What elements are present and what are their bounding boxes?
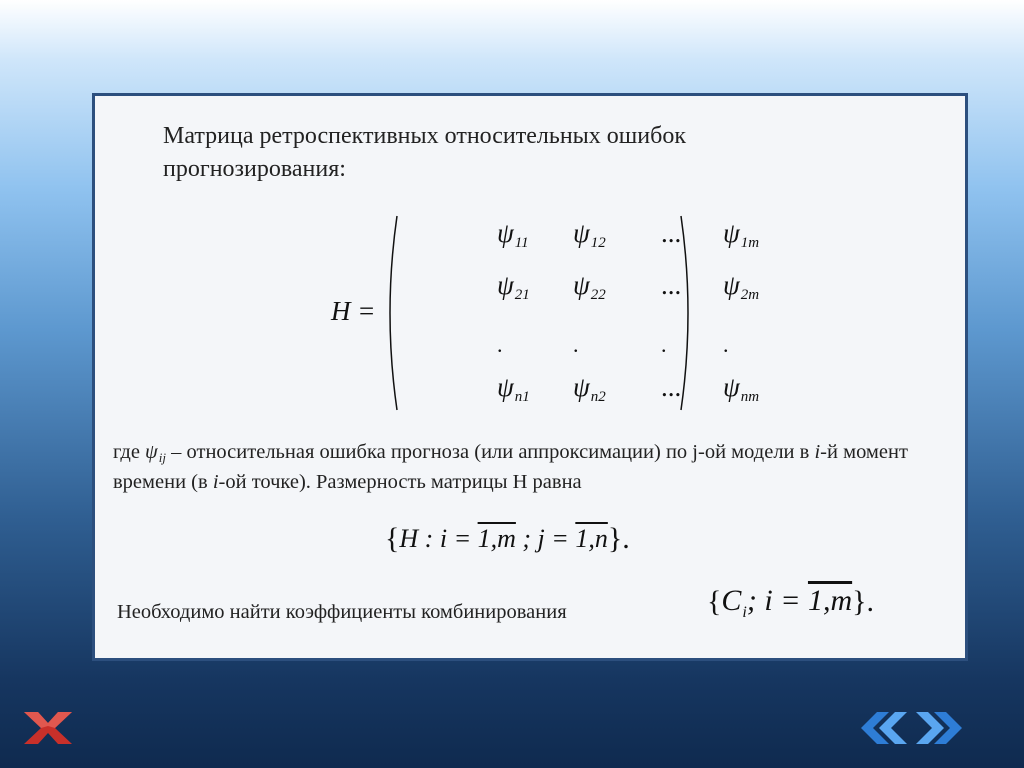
matrix-cell-3-2: . <box>573 332 579 357</box>
matrix-description: где ψij – относительная ошибка прогноза (или аппроксимации) по j-ой модели в i-й момент времени (в i-ой точке). Размерность матрицы H равна <box>113 441 908 493</box>
matrix-cell-1-4: ψ1m <box>723 218 760 251</box>
slide-title: Матрица ретроспективных относительных ошибок прогнозирования: <box>163 123 686 182</box>
close-x-icon[interactable] <box>22 710 74 746</box>
double-chevron-right-icon[interactable] <box>912 710 968 746</box>
matrix-equation <box>331 214 760 414</box>
find-coefficients-text: Необходимо найти коэффициенты комбинирования <box>117 601 567 623</box>
right-paren-icon <box>677 214 697 412</box>
left-paren-icon <box>381 214 401 412</box>
dimension-formula: {H : i = 1,m ; j = 1,n}. <box>385 522 630 555</box>
matrix-cell-4-4: ψnm <box>723 372 760 405</box>
matrix-cell-1-1: ψ11 <box>497 218 529 251</box>
matrix-cell-3-1: . <box>497 332 503 357</box>
coefficients-formula: {$C_i$; i = 1,m}. <box>707 584 875 621</box>
matrix-cell-2-4: ψ2m <box>723 270 760 303</box>
matrix-cell-4-2: ψn2 <box>573 372 606 405</box>
matrix-cell-4-3: ... <box>661 372 682 402</box>
matrix-cell-3-4: . <box>723 332 729 357</box>
matrix-cell-2-1: ψ21 <box>497 270 530 303</box>
matrix-cell-3-3: . <box>661 332 667 357</box>
matrix-cell-2-2: ψ22 <box>573 270 606 303</box>
matrix-cell-1-3: ... <box>661 218 682 248</box>
double-chevron-left-icon[interactable] <box>855 710 911 746</box>
psi-symbol: ψ <box>145 441 158 463</box>
matrix-cell-1-2: ψ12 <box>573 218 606 251</box>
matrix-cell-4-1: ψn1 <box>497 372 530 405</box>
slide-panel <box>92 93 968 661</box>
matrix-lhs: H = <box>331 296 376 326</box>
matrix-cell-2-3: ... <box>661 270 682 300</box>
